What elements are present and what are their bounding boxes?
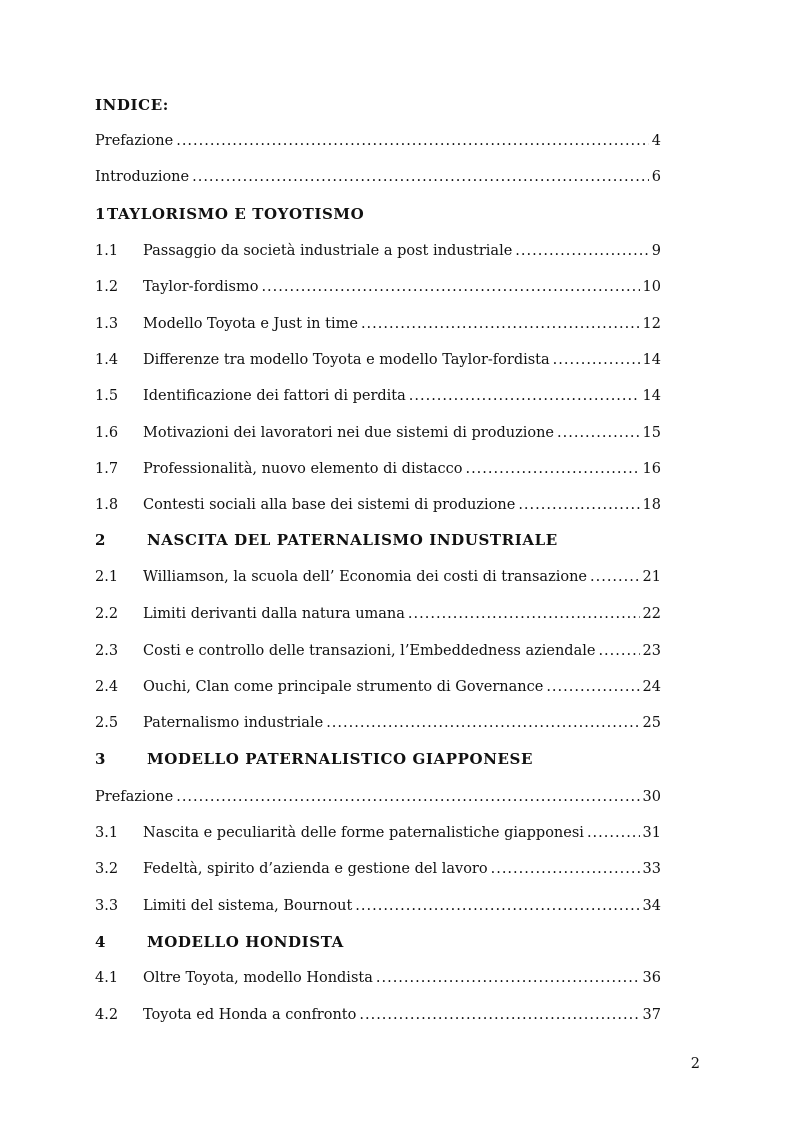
dot-leader <box>176 131 649 151</box>
section-page-number: 4 <box>651 133 661 149</box>
section-page-number: 22 <box>642 606 661 622</box>
section-title: Modello Toyota e Just in time <box>143 316 358 332</box>
dot-leader <box>590 567 640 587</box>
section-page-number: 30 <box>642 789 661 805</box>
toc-entry <box>95 641 661 661</box>
toc-entry <box>95 131 661 151</box>
chapter-title: MODELLO HONDISTA <box>147 933 344 951</box>
section-page-number: 23 <box>642 643 661 659</box>
dot-leader <box>553 350 640 370</box>
section-number: 1.4 <box>95 352 119 368</box>
section-title: Contesti sociali alla base dei sistemi di produzione <box>143 497 516 513</box>
dot-leader <box>598 641 639 661</box>
section-number: 3.2 <box>95 861 119 877</box>
section-page-number: 24 <box>642 679 661 695</box>
toc-entry <box>95 567 661 587</box>
section-page-number: 15 <box>642 425 661 441</box>
toc-entry <box>95 386 661 406</box>
section-title: Ouchi, Clan come principale strumento di Governance <box>143 679 544 695</box>
chapter-number: 2 <box>95 531 107 549</box>
section-number: 1.6 <box>95 425 119 441</box>
section-page-number: 12 <box>642 316 661 332</box>
section-page-number: 14 <box>642 388 661 404</box>
section-page-number: 37 <box>642 1007 661 1023</box>
section-title: Costi e controllo delle transazioni, l’Embeddedness aziendale <box>143 643 596 659</box>
section-title: Differenze tra modello Toyota e modello Taylor-fordista <box>143 352 550 368</box>
dot-leader <box>361 314 640 334</box>
section-page-number: 16 <box>642 461 661 477</box>
toc-entry <box>95 350 661 370</box>
section-number: 1.8 <box>95 497 119 513</box>
section-page-number: 14 <box>642 352 661 368</box>
section-page-number: 31 <box>642 825 661 841</box>
dot-leader <box>465 459 639 479</box>
section-number: 1.2 <box>95 279 119 295</box>
chapter-number: 4 <box>95 933 107 951</box>
section-page-number: 21 <box>642 569 661 585</box>
dot-leader <box>408 604 640 624</box>
section-page-number: 10 <box>642 279 661 295</box>
section-page-number: 33 <box>642 861 661 877</box>
section-title: Oltre Toyota, modello Hondista <box>143 970 373 986</box>
section-title: Passaggio da società industriale a post industriale <box>143 243 513 259</box>
section-title: Limiti del sistema, Bournout <box>143 898 353 914</box>
chapter-number: 3 <box>95 750 107 768</box>
section-number: 4.1 <box>95 970 119 986</box>
toc-chapter-heading <box>95 749 661 769</box>
dot-leader <box>515 241 648 261</box>
toc-chapter-heading <box>95 530 661 550</box>
toc-chapter-heading <box>95 204 661 224</box>
section-title: Limiti derivanti dalla natura umana <box>143 606 405 622</box>
toc-entry <box>95 859 661 879</box>
section-number: 1.5 <box>95 388 119 404</box>
chapter-title: TAYLORISMO E TOYOTISMO <box>107 205 365 223</box>
dot-leader <box>518 495 639 515</box>
section-title: Identificazione dei fattori di perdita <box>143 388 406 404</box>
toc-entry <box>95 968 661 988</box>
toc-title-text: INDICE: <box>95 96 169 114</box>
section-title: Nascita e peculiarità delle forme paternalistiche giapponesi <box>143 825 584 841</box>
section-number: 2.3 <box>95 643 119 659</box>
section-number: 1.1 <box>95 243 119 259</box>
section-title: Prefazione <box>95 789 174 805</box>
toc-entry <box>95 459 661 479</box>
toc-entry <box>95 314 661 334</box>
section-page-number: 25 <box>642 715 661 731</box>
section-number: 3.1 <box>95 825 119 841</box>
dot-leader <box>587 823 640 843</box>
section-title: Toyota ed Honda a confronto <box>143 1007 357 1023</box>
dot-leader <box>491 859 640 879</box>
toc-entry <box>95 277 661 297</box>
section-title: Motivazioni dei lavoratori nei due sistemi di produzione <box>143 425 555 441</box>
section-page-number: 18 <box>642 497 661 513</box>
section-title: Prefazione <box>95 133 174 149</box>
dot-leader <box>546 677 639 697</box>
section-number: 2.2 <box>95 606 119 622</box>
dot-leader <box>326 713 639 733</box>
toc-title <box>95 95 661 115</box>
section-page-number: 36 <box>642 970 661 986</box>
section-number: 4.2 <box>95 1007 119 1023</box>
toc-chapter-heading <box>95 932 661 952</box>
section-page-number: 34 <box>642 898 661 914</box>
section-number: 1.7 <box>95 461 119 477</box>
dot-leader <box>409 386 640 406</box>
dot-leader <box>355 896 639 916</box>
dot-leader <box>376 968 640 988</box>
dot-leader <box>557 423 640 443</box>
section-page-number: 6 <box>651 169 661 185</box>
dot-leader <box>359 1005 639 1025</box>
toc-entry <box>95 241 661 261</box>
toc-entry <box>95 677 661 697</box>
section-number: 3.3 <box>95 898 119 914</box>
toc-entry <box>95 495 661 515</box>
section-number: 2.5 <box>95 715 119 731</box>
section-title: Williamson, la scuola dell’ Economia dei costi di transazione <box>143 569 587 585</box>
toc-entry <box>95 423 661 443</box>
section-title: Introduzione <box>95 169 190 185</box>
dot-leader <box>176 787 639 807</box>
chapter-title: NASCITA DEL PATERNALISMO INDUSTRIALE <box>147 531 558 549</box>
toc-entry <box>95 1005 661 1025</box>
toc-entry <box>95 787 661 807</box>
section-page-number: 9 <box>651 243 661 259</box>
dot-leader <box>192 167 649 187</box>
page-number: 2 <box>690 1056 700 1072</box>
section-title: Fedeltà, spirito d’azienda e gestione del lavoro <box>143 861 488 877</box>
section-title: Professionalità, nuovo elemento di distacco <box>143 461 463 477</box>
section-title: Paternalismo industriale <box>143 715 324 731</box>
toc-entry <box>95 167 661 187</box>
section-title: Taylor-fordismo <box>143 279 259 295</box>
section-number: 1.3 <box>95 316 119 332</box>
toc-entry <box>95 823 661 843</box>
section-number: 2.4 <box>95 679 119 695</box>
toc-entry <box>95 896 661 916</box>
chapter-number: 1 <box>95 205 107 223</box>
section-number: 2.1 <box>95 569 119 585</box>
chapter-title: MODELLO PATERNALISTICO GIAPPONESE <box>147 750 534 768</box>
toc-entry <box>95 713 661 733</box>
toc-entry <box>95 604 661 624</box>
dot-leader <box>261 277 639 297</box>
